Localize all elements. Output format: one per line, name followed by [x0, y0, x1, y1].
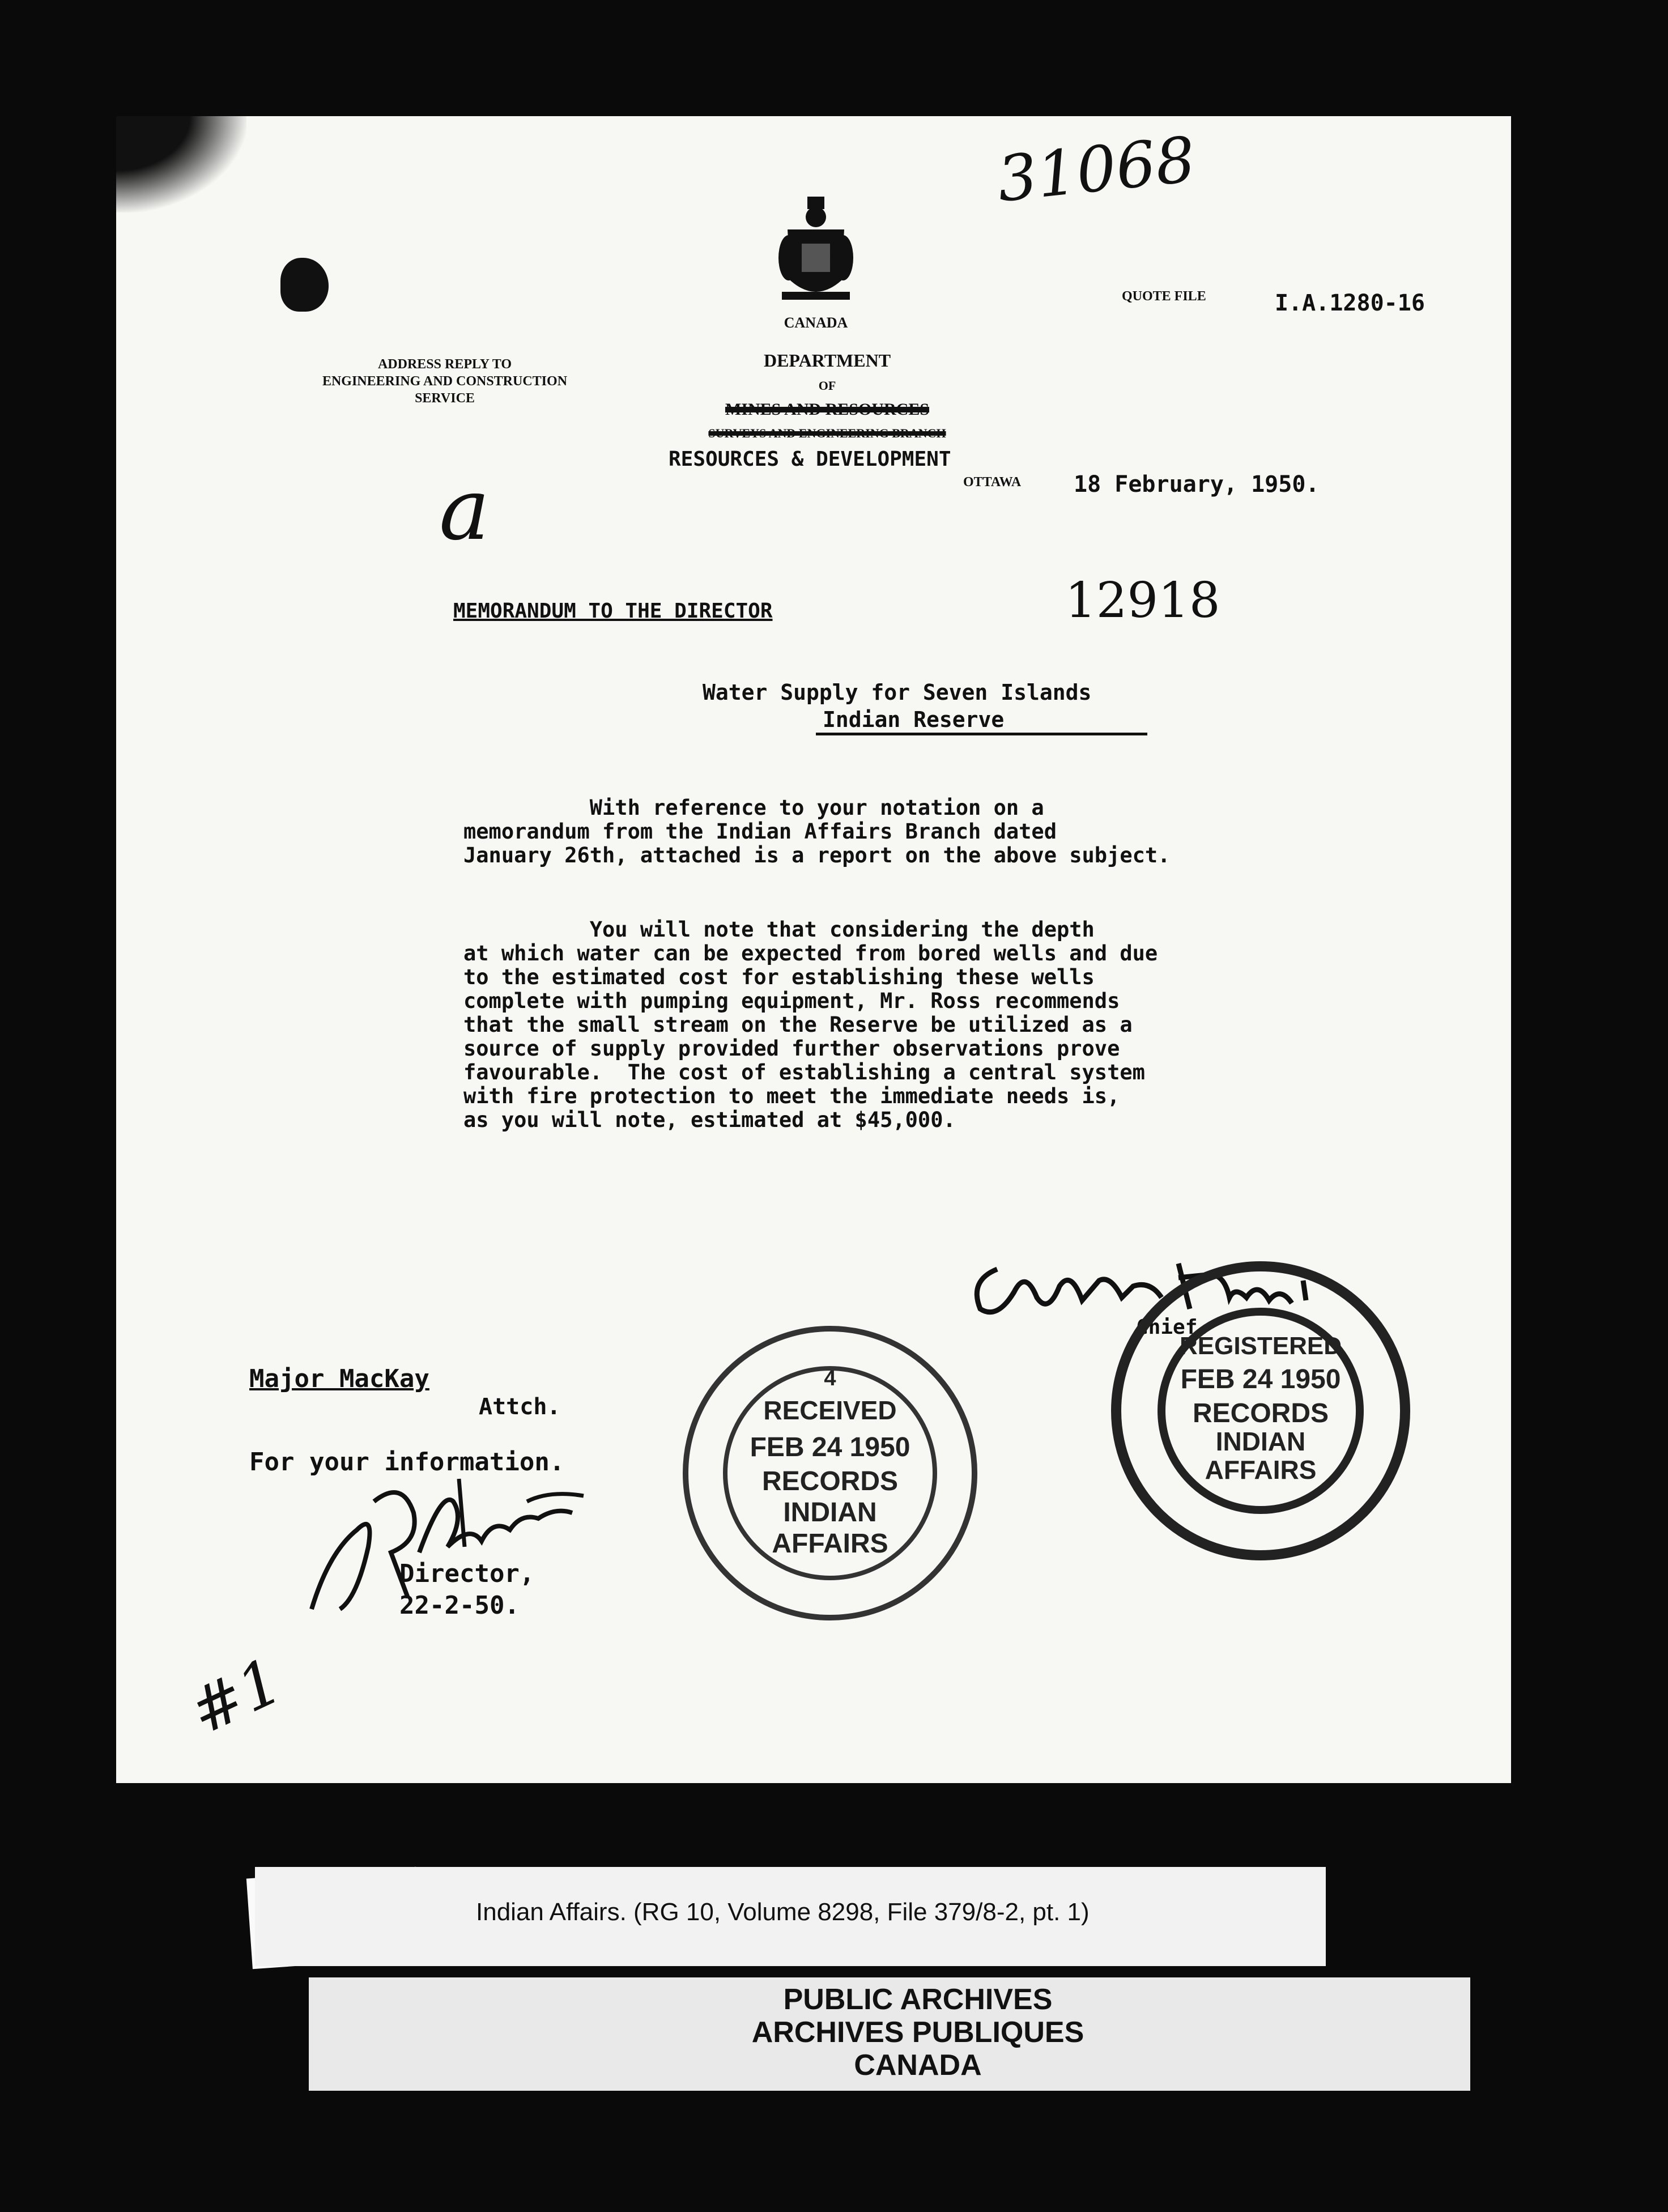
archives-line-2: ARCHIVES PUBLIQUES: [751, 2016, 1084, 2049]
chief-title: Chief.: [1136, 1316, 1210, 1339]
paragraph-2-line: as you will note, estimated at $45,000.: [463, 1108, 956, 1132]
paragraph-2-line: complete with pumping equipment, Mr. Ross recommends: [463, 989, 1120, 1013]
paragraph-2-line: You will note that considering the depth: [463, 917, 1095, 942]
memo-date: 18 February, 1950.: [1074, 471, 1320, 497]
archives-line-3: CANADA: [854, 2049, 982, 2082]
paragraph-2-line: favourable. The cost of establishing a central system: [463, 1060, 1145, 1084]
handwritten-number: 31068: [994, 123, 1199, 216]
stamp-1-records: RECORDS: [761, 1466, 899, 1496]
paragraph-1-line: January 26th, attached is a report on the above subject.: [463, 843, 1171, 867]
director-title: Director,: [399, 1559, 535, 1588]
registered-stamp: [1108, 1258, 1414, 1564]
handwritten-initial: a: [439, 461, 490, 559]
director-date: 22-2-50.: [399, 1591, 520, 1620]
subject-line-2: Indian Reserve: [823, 707, 1005, 732]
archives-line-1: PUBLIC ARCHIVES: [783, 1983, 1053, 2016]
stamp-2-date: FEB 24 1950: [1180, 1364, 1341, 1394]
attachment-label: Attch.: [479, 1394, 561, 1420]
address-line-1: ADDRESS REPLY TO: [377, 357, 512, 372]
quote-file-value: I.A.1280-16: [1275, 290, 1425, 316]
stamp-1-affairs: AFFAIRS: [772, 1529, 888, 1559]
address-line-3: SERVICE: [415, 391, 475, 406]
paragraph-2-line: to the estimated cost for establishing these wells: [463, 965, 1095, 989]
struck-line-2: SURVEYS AND ENGINEERING BRANCH: [708, 426, 946, 440]
paragraph-2-line: that the small stream on the Reserve be utilized as a: [463, 1013, 1133, 1037]
stamp-2-affairs: AFFAIRS: [1205, 1455, 1317, 1484]
stamp-2-records: RECORDS: [1192, 1398, 1329, 1428]
paragraph-2-line: with fire protection to meet the immediate needs is,: [463, 1084, 1120, 1108]
stamp-1-number: 4: [824, 1367, 836, 1390]
paragraph-1-line: memorandum from the Indian Affairs Branch dated: [463, 819, 1057, 844]
paragraph-1: [463, 796, 1170, 867]
paragraph-2-line: source of supply provided further observations prove: [463, 1036, 1120, 1061]
received-stamp: [677, 1320, 983, 1626]
stamp-2-registered: REGISTERED: [1179, 1332, 1342, 1360]
of-label: OF: [818, 378, 836, 393]
margin-note: #1: [178, 1644, 293, 1749]
citation-text: Indian Affairs. (RG 10, Volume 8298, File 379/8-2, pt. 1): [476, 1898, 1090, 1926]
corner-damage: [116, 116, 246, 212]
subject-underline: [816, 733, 1147, 735]
paragraph-2: [463, 918, 1158, 1132]
stamp-2-indian: INDIAN: [1215, 1427, 1306, 1456]
archives-block: [623, 1983, 1212, 2082]
for-info-note: For your information.: [249, 1448, 565, 1477]
quote-file-label: QUOTE FILE: [1122, 289, 1206, 304]
city-label: OTTAWA: [963, 475, 1022, 490]
coat-of-arms-icon: [776, 195, 856, 309]
stamped-department: RESOURCES & DEVELOPMENT: [669, 448, 951, 471]
file-number: 12918: [1065, 572, 1220, 629]
paragraph-1-line: With reference to your notation on a: [463, 796, 1044, 820]
addressee: Major MacKay: [249, 1364, 429, 1393]
address-line-2: ENGINEERING AND CONSTRUCTION: [322, 374, 568, 389]
department-label: DEPARTMENT: [763, 350, 891, 371]
ink-blot: [280, 258, 329, 312]
stamp-1-date: FEB 24 1950: [750, 1432, 910, 1462]
stamp-1-received: RECEIVED: [763, 1396, 897, 1425]
address-reply: [286, 356, 603, 407]
memo-heading: MEMORANDUM TO THE DIRECTOR: [453, 599, 773, 623]
struck-line-1: MINES AND RESOURCES: [725, 400, 930, 419]
country-label: CANADA: [784, 314, 848, 331]
paragraph-2-line: at which water can be expected from bored wells and due: [463, 941, 1158, 965]
stamp-1-indian: INDIAN: [783, 1498, 877, 1528]
subject-line-1: Water Supply for Seven Islands: [703, 680, 1092, 705]
